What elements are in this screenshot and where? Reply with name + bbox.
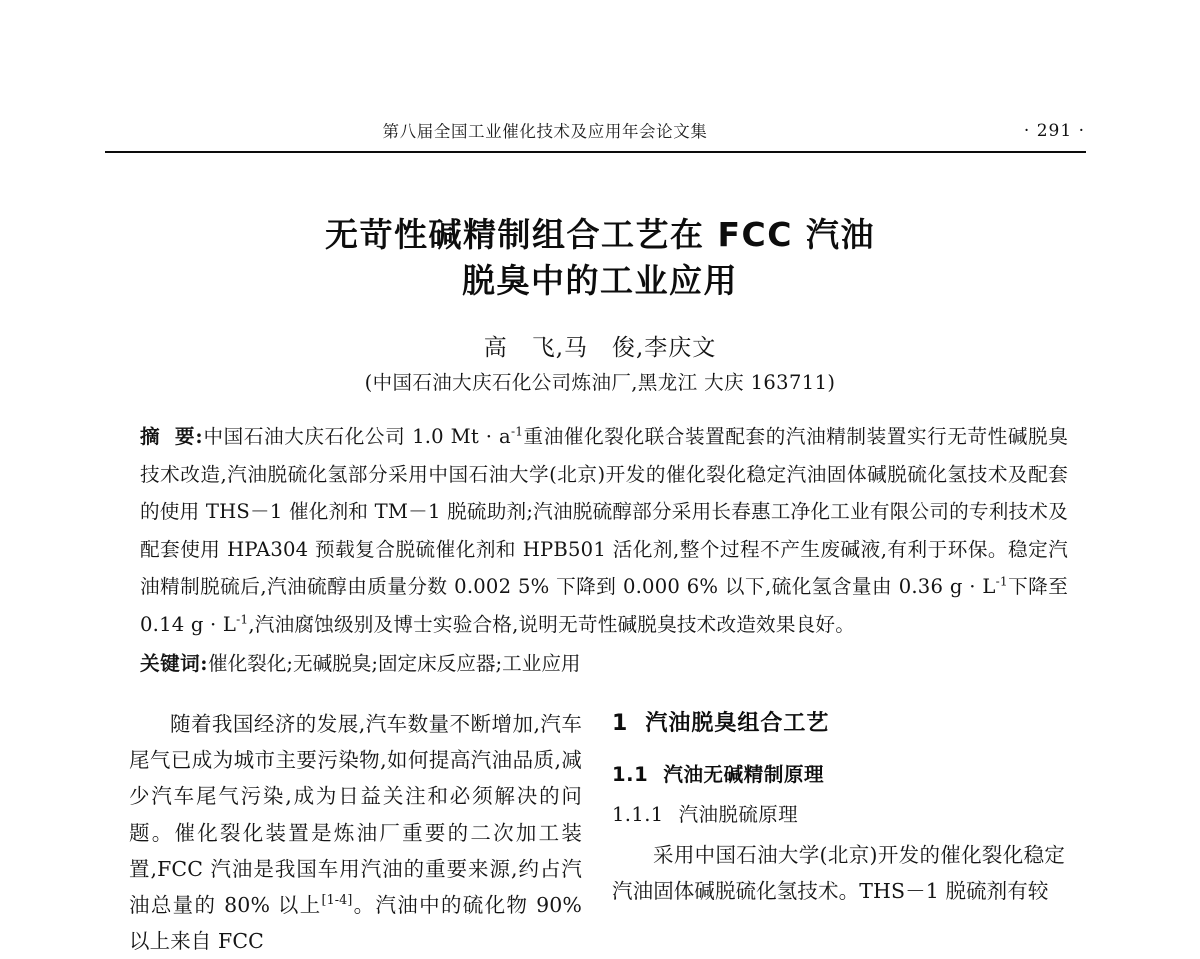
abstract-text-2: 重油催化裂化联合装置配套的汽油精制装置实行无苛性碱脱臭技术改造,汽油脱硫化氢部分采用中国石油大学(北京)开发的催化裂化稳定汽油固体碱脱硫化氢技术及配套的使用 THS－1 催化剂和 TM－1 脱硫助剂;汽油脱硫醇部分采用长春惠工净化工业有限公司的专利技术及配套使用 HPA304 预载复合脱硫催化剂和 HPB501 活化剂,整个过程不产生废碱液,有利于环保。稳定汽油精制脱硫后,汽油硫醇由质量分数 0.002 5% 下降到 0.000 6% 以下,硫化氢含量由 0.36 g · L bbox=[140, 425, 1069, 598]
section-heading-1-1-1 bbox=[612, 799, 1065, 827]
title-line-2: 脱臭中的工业应用 bbox=[462, 261, 738, 300]
reference-citation: [1-4] bbox=[321, 892, 353, 908]
section-heading-1-1-1-text: 汽油脱硫原理 bbox=[678, 803, 799, 826]
section-heading-1-1-1-number: 1.1.1 bbox=[612, 803, 664, 826]
abstract-text-4: ,汽油腐蚀级别及博士实验合格,说明无苛性碱脱臭技术改造效果良好。 bbox=[248, 612, 856, 636]
abstract-sup-1: -1 bbox=[510, 424, 524, 439]
left-col-text-1: 随着我国经济的发展,汽车数量不断增加,汽车尾气已成为城市主要污染物,如何提高汽油品质,减少汽车尾气污染,成为日益关注和必须解决的问题。催化裂化装置是炼油厂重要的二次加工装置,FCC 汽油是我国车用汽油的重要来源,约占汽油总量的 80% 以上 bbox=[129, 712, 582, 918]
abstract-sup-3: -1 bbox=[236, 611, 249, 626]
abstract-sup-2: -1 bbox=[995, 574, 1008, 589]
section-heading-1-1-text: 汽油无碱精制原理 bbox=[663, 763, 825, 786]
title-line-1: 无苛性碱精制组合工艺在 FCC 汽油 bbox=[325, 215, 875, 254]
keywords-value: 催化裂化;无碱脱臭;固定床反应器;工业应用 bbox=[208, 652, 581, 675]
body-column-left bbox=[129, 706, 582, 959]
abstract-paragraph bbox=[140, 418, 1068, 643]
keywords-label: 关键词: bbox=[140, 652, 209, 675]
abstract-label: 摘 bbox=[140, 425, 161, 448]
abstract-block bbox=[140, 418, 1068, 682]
page-number: · 291 · bbox=[1023, 121, 1085, 141]
section-heading-1-number: 1 bbox=[612, 711, 629, 736]
left-column-paragraph-1 bbox=[129, 706, 582, 959]
author-list: 高 飞,马 俊,李庆文 bbox=[483, 335, 717, 361]
body-column-right bbox=[612, 706, 1065, 909]
keywords-line bbox=[140, 646, 1068, 682]
running-head-title: 第八届全国工业催化技术及应用年会论文集 bbox=[382, 122, 708, 141]
abstract-text-3: 下降至 0.14 g · L bbox=[140, 575, 1068, 636]
running-head bbox=[105, 118, 1085, 152]
section-heading-1-1-number: 1.1 bbox=[612, 763, 649, 786]
section-heading-1 bbox=[612, 706, 1065, 737]
abstract-label-colon: 要: bbox=[174, 425, 204, 448]
abstract-text-1: 中国石油大庆石化公司 1.0 Mt · a bbox=[203, 425, 511, 448]
header-divider-rule bbox=[105, 151, 1086, 153]
left-col-text-2: 。汽油中的硫化物 90% 以上来自 FCC bbox=[129, 893, 582, 954]
section-heading-1-text: 汽油脱臭组合工艺 bbox=[645, 711, 830, 736]
affiliation: (中国石油大庆石化公司炼油厂,黑龙江 大庆 163711) bbox=[364, 371, 836, 394]
section-heading-1-1 bbox=[612, 759, 1065, 787]
right-column-paragraph-1: 采用中国石油大学(北京)开发的催化裂化稳定汽油固体碱脱硫化氢技术。THS－1 脱硫剂有较 bbox=[612, 843, 1065, 904]
page-title bbox=[100, 212, 1100, 304]
